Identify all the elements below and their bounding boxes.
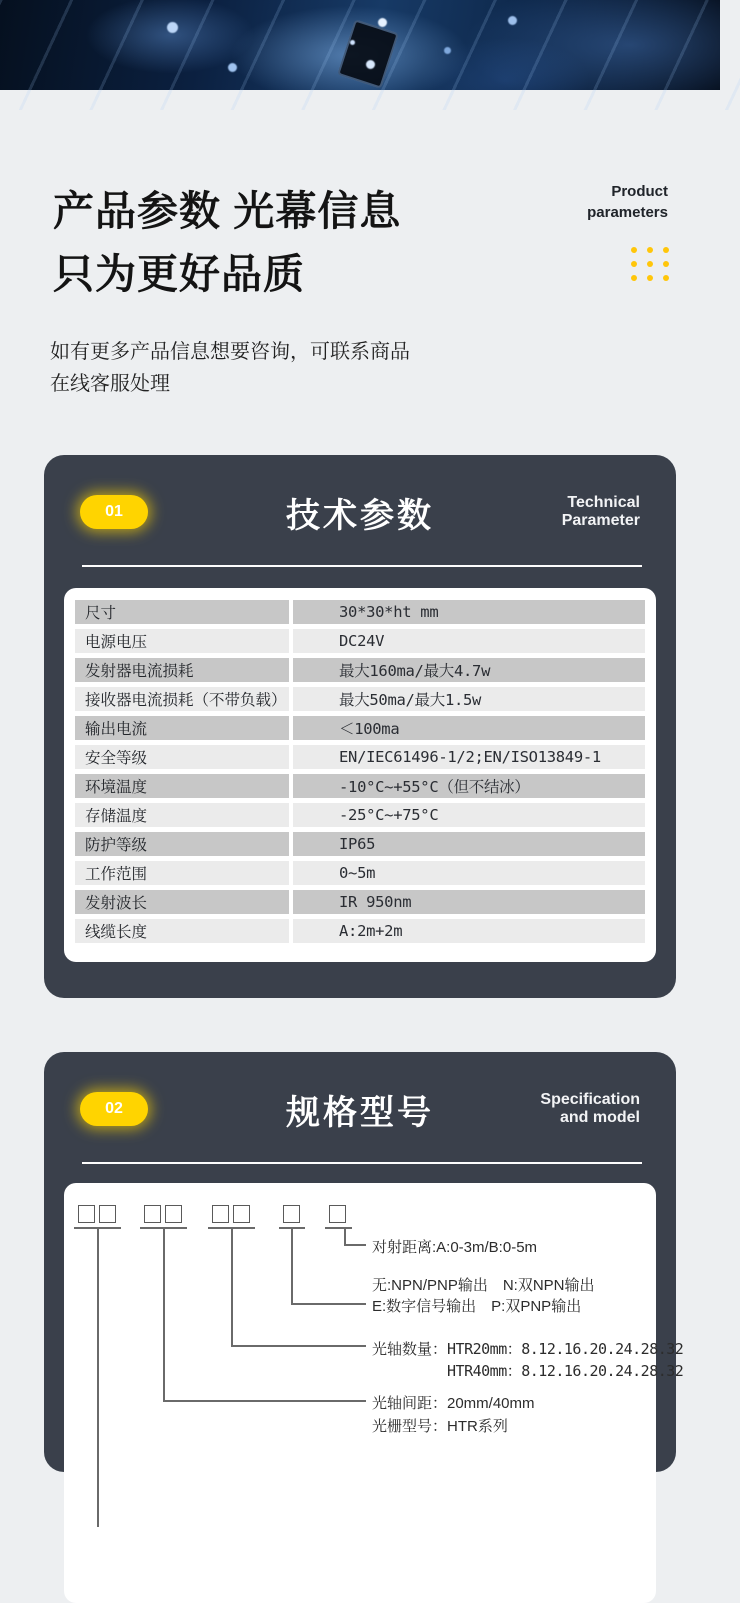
table-row-label: 电源电压 <box>75 629 289 653</box>
intro-description-line2: 在线客服处理 <box>50 373 170 395</box>
table-row-value: EN/IEC61496-1/2;EN/ISO13849-1 <box>293 745 645 769</box>
intro-description <box>50 336 410 400</box>
page-title <box>53 180 401 306</box>
page-title-english <box>587 181 668 223</box>
solder-glints-decoration <box>350 40 355 45</box>
table-row-label: 线缆长度 <box>75 919 289 943</box>
table-row-label: 发射器电流损耗 <box>75 658 289 682</box>
spec-table <box>75 600 645 943</box>
label-beam-count-line1: HTR20mm：8.12.16.20.24.28.32 <box>447 1340 684 1358</box>
model-code-box <box>78 1205 95 1223</box>
label-beam-count-prefix: 光轴数量： <box>372 1341 448 1358</box>
section2-title: 规格型号 <box>286 1094 434 1132</box>
model-naming-diagram <box>64 1183 684 1603</box>
section1-divider <box>82 565 642 567</box>
section1-title-english-line1: Technical <box>567 494 640 511</box>
circuit-board-banner-image <box>0 0 720 90</box>
diagram-underline <box>325 1227 352 1229</box>
diagram-connector <box>97 1227 99 1527</box>
table-row-value: -10°C~+55°C（但不结冰） <box>293 774 645 798</box>
diagram-connector <box>291 1303 366 1305</box>
table-row-label: 接收器电流损耗（不带负载） <box>75 687 289 711</box>
table-row-value: 30*30*ht mm <box>293 600 645 624</box>
table-row <box>75 774 645 798</box>
label-beam-count-line2: HTR40mm：8.12.16.20.24.28.32 <box>447 1362 684 1380</box>
diagram-connector <box>344 1227 346 1245</box>
table-row-label: 防护等级 <box>75 832 289 856</box>
table-row-value: IR 950nm <box>293 890 645 914</box>
model-diagram-panel <box>64 1183 684 1603</box>
table-row <box>75 629 645 653</box>
table-row <box>75 745 645 769</box>
diagram-connector <box>163 1227 165 1401</box>
diagram-connector <box>344 1244 366 1246</box>
page-title-line1: 产品参数 光幕信息 <box>53 188 402 234</box>
model-code-box <box>212 1205 229 1223</box>
table-row <box>75 803 645 827</box>
dots-grid-decoration <box>631 247 671 281</box>
table-row-label: 安全等级 <box>75 745 289 769</box>
label-output-type-line1: 无:NPN/PNP输出 N:双NPN输出 <box>372 1277 595 1294</box>
model-code-box <box>144 1205 161 1223</box>
table-row-label: 工作范围 <box>75 861 289 885</box>
diagram-connector <box>163 1400 366 1402</box>
table-row-label: 输出电流 <box>75 716 289 740</box>
table-row <box>75 861 645 885</box>
model-code-box <box>283 1205 300 1223</box>
table-row-value: 最大160ma/最大4.7w <box>293 658 645 682</box>
label-output-type-line2: E:数字信号输出 P:双PNP输出 <box>372 1298 582 1315</box>
table-row <box>75 716 645 740</box>
diagram-connector <box>231 1345 366 1347</box>
section2-divider <box>82 1162 642 1164</box>
label-beam-pitch: 光轴间距：20mm/40mm <box>372 1395 535 1412</box>
table-row <box>75 600 645 624</box>
label-output-type <box>372 1275 595 1317</box>
table-row-value: DC24V <box>293 629 645 653</box>
model-code-box <box>233 1205 250 1223</box>
table-row-label: 发射波长 <box>75 890 289 914</box>
table-row <box>75 658 645 682</box>
section2-title-english <box>540 1091 640 1127</box>
section1-title-english <box>562 494 640 530</box>
table-row-value: ＜100ma <box>293 716 645 740</box>
section1-title-english-line2: Parameter <box>561 512 640 529</box>
label-beam-count <box>372 1338 683 1382</box>
table-row-label: 环境温度 <box>75 774 289 798</box>
label-sensing-distance: 对射距离:A:0-3m/B:0-5m <box>372 1239 538 1256</box>
table-row-value: A:2m+2m <box>293 919 645 943</box>
page-title-english-line1: Product <box>611 183 668 200</box>
table-row <box>75 832 645 856</box>
model-code-box <box>329 1205 346 1223</box>
spec-table-panel <box>64 588 656 962</box>
table-row-value: 最大50ma/最大1.5w <box>293 687 645 711</box>
section1-title: 技术参数 <box>286 497 434 535</box>
table-row <box>75 687 645 711</box>
section1-number-badge: 01 <box>80 495 148 529</box>
specification-model-card <box>44 1052 684 1472</box>
table-row-value: IP65 <box>293 832 645 856</box>
diagram-connector <box>291 1227 293 1304</box>
table-row-value: 0~5m <box>293 861 645 885</box>
diagram-connector <box>231 1227 233 1346</box>
section2-number-badge: 02 <box>80 1092 148 1126</box>
table-row-label: 尺寸 <box>75 600 289 624</box>
page-title-line2: 只为更好品质 <box>53 251 305 297</box>
table-row-value: -25°C~+75°C <box>293 803 645 827</box>
section2-title-english-line1: Specification <box>540 1091 640 1108</box>
label-model-series-partial: 光栅型号：HTR系列 <box>372 1418 508 1435</box>
table-row <box>75 919 645 943</box>
section2-title-english-line2: and model <box>559 1109 640 1126</box>
table-row-label: 存储温度 <box>75 803 289 827</box>
technical-parameters-card <box>44 455 676 998</box>
page-title-english-line2: parameters <box>587 204 668 221</box>
table-row <box>75 890 645 914</box>
model-code-box <box>99 1205 116 1223</box>
intro-description-line1: 如有更多产品信息想要咨询，可联系商品 <box>50 341 410 363</box>
model-code-box <box>165 1205 182 1223</box>
